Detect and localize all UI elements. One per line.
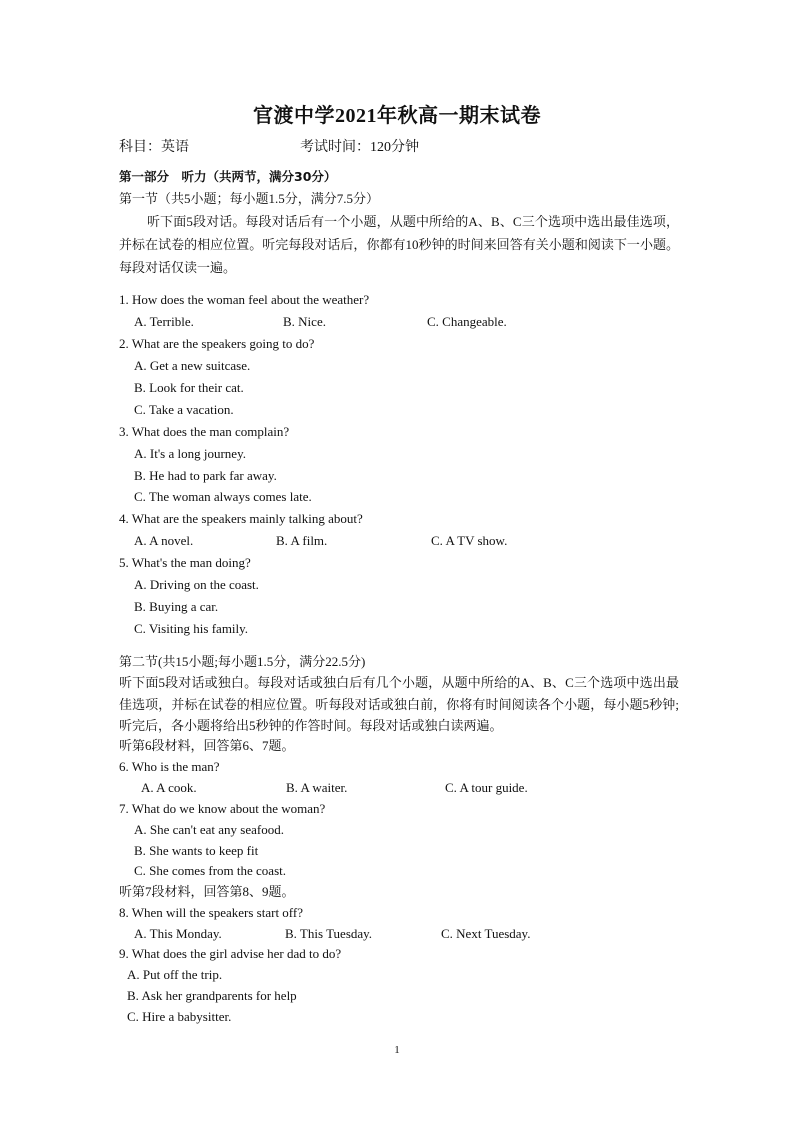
q8-option-a: A. This Monday. [134,926,222,941]
q1-stem: 1. How does the woman feel about the weather? [119,292,370,307]
q1-option-c: C. Changeable. [427,314,507,329]
q3-option-b: B. He had to park far away. [134,468,277,483]
q6-option-c: C. A tour guide. [445,780,528,795]
exam-title: 官渡中学2021年秋高一期末试卷 [253,105,541,127]
page-number: 1 [394,1044,400,1056]
q2-stem: 2. What are the speakers going to do? [119,336,315,351]
q1-option-b: B. Nice. [283,314,326,329]
material7-instruction: 听第7段材料，回答第8、9题。 [119,884,295,899]
q8-option-c: C. Next Tuesday. [441,926,531,941]
q7-option-c: C. She comes from the coast. [134,863,286,878]
q5-option-c: C. Visiting his family. [134,621,249,636]
q7-option-a: A. She can't eat any seafood. [134,822,284,837]
q9-stem: 9. What does the girl advise her dad to do? [119,946,342,961]
q3-option-a: A. It's a long journey. [134,446,246,461]
q4-option-a: A. A novel. [134,533,194,548]
q3-stem: 3. What does the man complain? [119,424,290,439]
q4-option-c: C. A TV show. [431,533,508,548]
q1-option-a: A. Terrible. [134,314,194,329]
q7-option-b: B. She wants to keep fit [134,843,259,858]
q4-stem: 4. What are the speakers mainly talking about? [119,511,363,526]
q9-option-a: A. Put off the trip. [127,967,223,982]
subject-label: 科目：英语 [119,140,189,155]
q9-option-b: B. Ask her grandparents for help [127,988,297,1003]
section2-heading: 第二节(共15小题;每小题1.5分，满分22.5分) [119,654,366,669]
q9-option-c: C. Hire a babysitter. [127,1009,232,1024]
q6-stem: 6. Who is the man? [119,759,220,774]
q5-option-b: B. Buying a car. [134,599,219,614]
section1-instructions: 听下面5段对话。每段对话后有一个小题，从题中所给的A、B、C三个选项中选出最佳选项，并标在试卷的相应位置。听完每段对话后，你都有10秒钟的时间来回答有关小题和阅读下一小题。每段对话仅读一遍。 [119,214,679,275]
q4-option-b: B. A film. [276,533,328,548]
q8-stem: 8. When will the speakers start off? [119,905,303,920]
q2-option-b: B. Look for their cat. [134,380,244,395]
material6-instruction: 听第6段材料，回答第6、7题。 [119,738,295,753]
section1-heading: 第一节（共5小题；每小题1.5分，满分7.5分） [119,191,380,206]
q2-option-c: C. Take a vacation. [134,402,234,417]
q2-option-a: A. Get a new suitcase. [134,358,251,373]
q7-stem: 7. What do we know about the woman? [119,801,326,816]
section2-instructions: 听下面5段对话或独白。每段对话或独白后有几个小题，从题中所给的A、B、C三个选项中选出最佳选项，并标在试卷的相应位置。听每段对话或独白前，你将有时间阅读各个小题，每小题5秒钟;听完后，各小题将给出5秒钟的作答时间。每段对话或独白读两遍。 [119,675,679,733]
q8-option-b: B. This Tuesday. [285,926,373,941]
q5-stem: 5. What's the man doing? [119,555,251,570]
q6-option-a: A. A cook. [141,780,197,795]
part1-heading: 第一部分 听力（共两节，满分30分） [119,169,337,184]
q3-option-c: C. The woman always comes late. [134,489,312,504]
exam-time-label: 考试时间：120分钟 [300,140,419,155]
q6-option-b: B. A waiter. [286,780,348,795]
q5-option-a: A. Driving on the coast. [134,577,259,592]
